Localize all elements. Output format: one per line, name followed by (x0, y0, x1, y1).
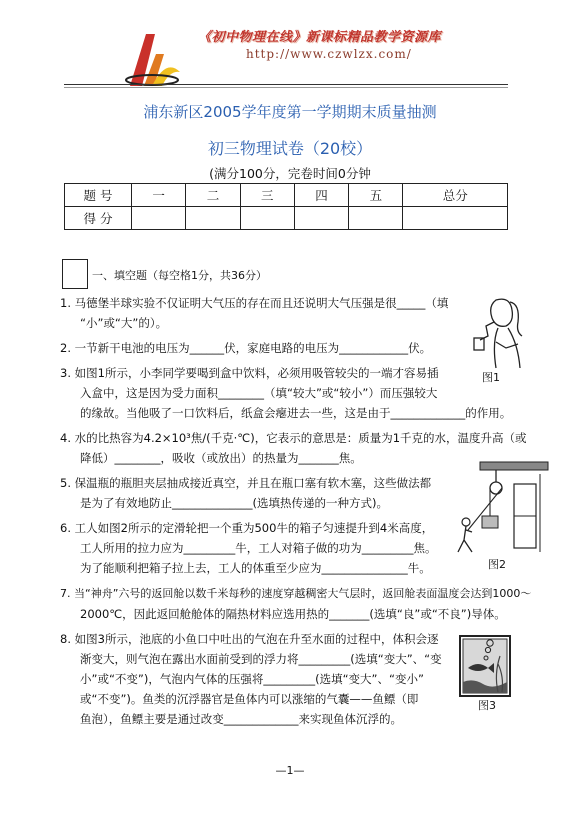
score-cell[interactable] (240, 207, 294, 230)
score-cell[interactable] (186, 207, 240, 230)
question-8-line-3: 小”或“不变”)，气泡内气体的压强将_________(选填“变大”、“变小” (80, 672, 424, 686)
page-number: —1— (275, 764, 305, 777)
site-logo-icon (122, 28, 184, 88)
exam-meta: (满分100分，完卷时间0分钟 (209, 166, 371, 181)
question-6-line-1: 6. 工人如图2所示的定滑轮把一个重为500牛的箱子匀速提升到4米高度， (60, 521, 434, 535)
score-header-cell: 总分 (403, 184, 508, 207)
score-row-label: 得 分 (65, 207, 132, 230)
exam-subtitle: 初三物理试卷（20校） (207, 139, 373, 158)
figure-2-pulley-icon (450, 460, 550, 556)
question-3-line-2: 入盒中，这是因为受力面积________（填“较大”或“较小”）而压强较大 (80, 386, 438, 400)
score-cell[interactable] (132, 207, 186, 230)
exam-title: 浦东新区2005学年度第一学期期末质量抽测 (143, 103, 437, 121)
score-header-cell: 四 (294, 184, 348, 207)
question-8-line-1: 8. 如图3所示，池底的小鱼口中吐出的气泡在升至水面的过程中，体积会逐 (60, 632, 439, 646)
figure-1-caption: 图1 (482, 371, 500, 384)
score-cell[interactable] (403, 207, 508, 230)
question-4-line-1: 4. 水的比热容为4.2×10³焦/(千克·℃)，它表示的意思是：质量为1千克的水，温度升高（或 (60, 431, 527, 445)
section-score-box[interactable] (62, 259, 88, 289)
section-heading: 一、填空题（每空格1分，共36分） (92, 269, 267, 282)
header-divider-thin (64, 87, 508, 88)
score-header-cell: 二 (186, 184, 240, 207)
figure-3-caption: 图3 (478, 699, 496, 712)
question-7-line-1: 7. 当“神舟”六号的返回舱以数千米每秒的速度穿越稠密大气层时，返回舱表面温度会达到1000～ (60, 587, 532, 600)
score-header-cell: 题 号 (65, 184, 132, 207)
figure-1-girl-drinking-icon (466, 292, 528, 370)
banner-url[interactable]: http://www.czwlzx.com/ (246, 47, 412, 61)
question-8-line-4: 或“不变”)。鱼类的沉浮器官是鱼体内可以涨缩的气囊——鱼鳔（即 (80, 692, 419, 706)
question-2-line-1: 2. 一节新干电池的电压为______伏，家庭电路的电压为____________伏。 (60, 341, 432, 355)
question-5-line-2: 是为了有效地防止______________(选填热传递的一种方式)。 (80, 496, 388, 510)
question-7-line-2: 2000℃，因此返回舱舱体的隔热材料应选用热的_______(选填“良”或“不良”)导体。 (80, 607, 506, 621)
score-header-cell: 三 (240, 184, 294, 207)
score-cell[interactable] (294, 207, 348, 230)
figure-2-caption: 图2 (488, 558, 506, 571)
question-1-line-2: “小”或“大”的）。 (80, 316, 168, 330)
score-cell[interactable] (349, 207, 403, 230)
score-table-header-row (65, 184, 508, 207)
figure-3-fish-tank-icon (458, 634, 512, 698)
score-table (64, 183, 508, 230)
score-table-score-row (65, 207, 508, 230)
question-3-line-3: 的缘故。当他吸了一口饮料后，纸盒会瘪进去一些，这是由于_____________的作用。 (80, 406, 512, 420)
question-1-line-1: 1. 马德堡半球实验不仅证明大气压的存在而且还说明大气压强是很_____（填 (60, 296, 449, 310)
question-8-line-2: 渐变大，则气泡在露出水面前受到的浮力将_________(选填“变大”、“变 (80, 652, 442, 666)
question-3-line-1: 3. 如图1所示，小李同学要喝到盒中饮料，必须用吸管较尖的一端才容易插 (60, 366, 439, 380)
page-header (0, 0, 580, 100)
question-5-line-1: 5. 保温瓶的瓶胆夹层抽成接近真空，并且在瓶口塞有软木塞，这些做法都 (60, 476, 432, 490)
question-4-line-2: 降低）________，吸收（或放出）的热量为_______焦。 (80, 451, 362, 465)
question-6-line-3: 为了能顺利把箱子拉上去，工人的体重至少应为_______________牛。 (80, 561, 431, 575)
header-divider (64, 84, 508, 85)
question-8-line-5: 鱼泡），鱼鳔主要是通过改变_____________来实现鱼体沉浮的。 (80, 712, 402, 726)
banner-title: 《初中物理在线》新课标精品教学资源库 (198, 30, 442, 45)
score-header-cell: 一 (132, 184, 186, 207)
score-header-cell: 五 (349, 184, 403, 207)
question-6-line-2: 工人所用的拉力应为_________牛，工人对箱子做的功为_________焦。 (80, 541, 437, 555)
